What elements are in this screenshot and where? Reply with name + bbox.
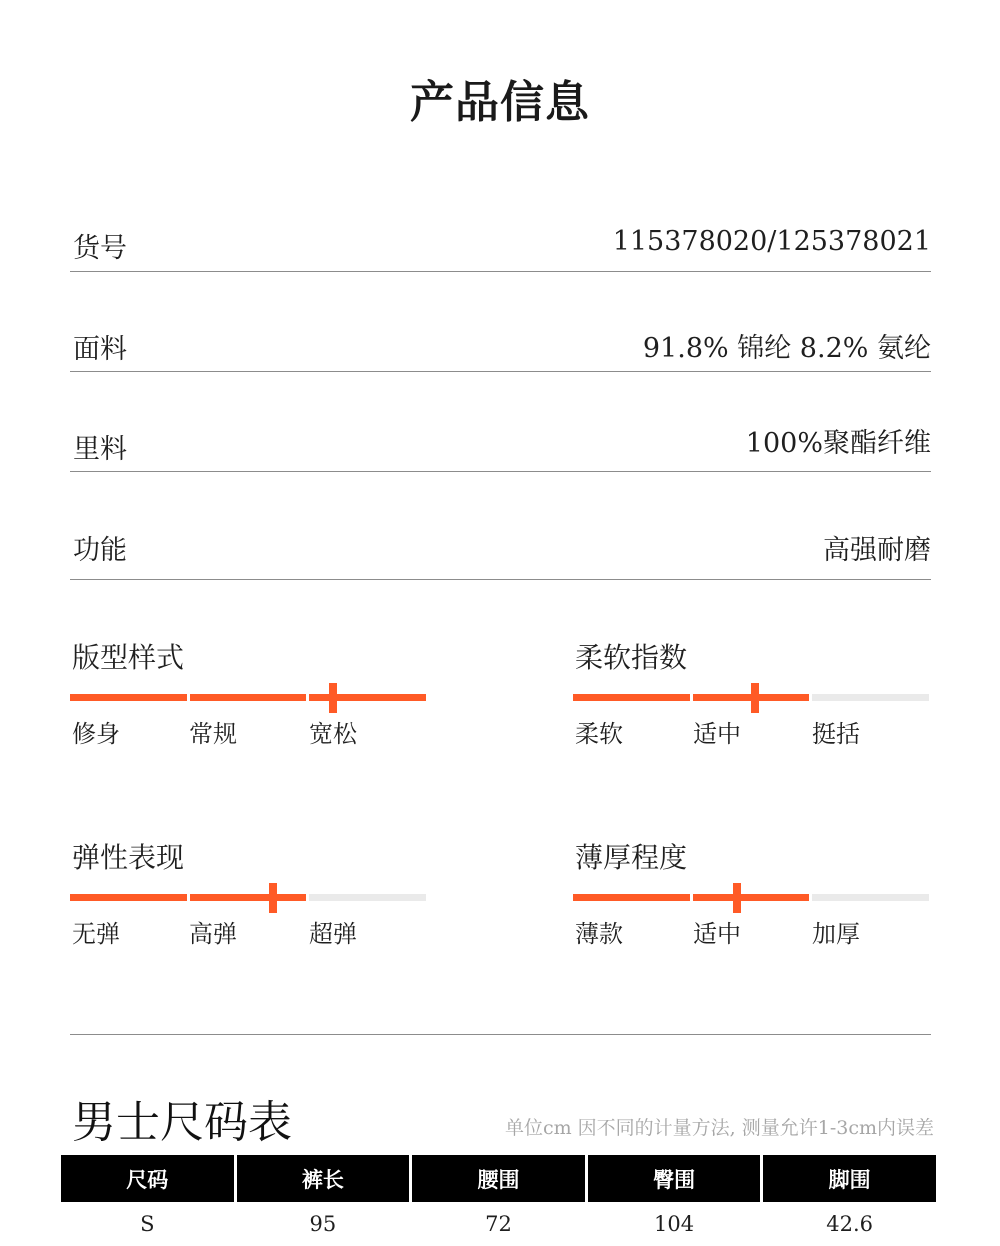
scale-segment (190, 694, 306, 701)
scale-label: 超弹 (309, 920, 357, 948)
info-label: 里料 (73, 434, 127, 465)
scale-title: 版型样式 (72, 641, 185, 674)
table-cell: S (140, 1212, 155, 1236)
scale-label: 挺括 (812, 720, 860, 748)
scale-label: 适中 (693, 920, 741, 948)
table-header-cell: 腰围 (412, 1155, 585, 1202)
scale-segment (812, 894, 929, 901)
table-row (61, 1202, 936, 1246)
scale-marker (751, 683, 759, 713)
info-label: 功能 (73, 535, 127, 566)
table-cell: 72 (485, 1212, 512, 1236)
size-table (61, 1155, 936, 1246)
table-header-cell: 臀围 (588, 1155, 761, 1202)
scale-segment (190, 894, 306, 901)
size-chart-title: 男士尺码表 (72, 1097, 292, 1148)
scale-label: 宽松 (309, 720, 357, 748)
scale-label: 无弹 (72, 920, 120, 948)
info-value: 91.8% 锦纶 8.2% 氨纶 (642, 333, 931, 364)
table-header-row (61, 1155, 936, 1202)
scale-label: 修身 (72, 720, 120, 748)
info-row-lining (70, 421, 931, 472)
scale-segment (693, 894, 809, 901)
scale-label: 柔软 (575, 720, 623, 748)
info-label: 货号 (73, 233, 127, 264)
info-value: 100%聚酯纤维 (745, 428, 931, 459)
scale-segment (309, 894, 426, 901)
table-header-cell: 裤长 (237, 1155, 410, 1202)
table-cell: 95 (309, 1212, 337, 1236)
scale-segment (309, 694, 426, 701)
scale-label: 常规 (189, 720, 237, 748)
scale-label: 高弹 (189, 920, 237, 948)
scale-segment (812, 694, 929, 701)
table-cell: 42.6 (826, 1212, 874, 1236)
table-header-cell: 尺码 (61, 1155, 234, 1202)
table-cell: 104 (654, 1212, 695, 1236)
scale-marker (269, 883, 277, 913)
scale-marker (733, 883, 741, 913)
scale-marker (329, 683, 337, 713)
page-title: 产品信息 (410, 77, 590, 128)
info-row-function (70, 528, 931, 580)
table-header-cell: 脚围 (763, 1155, 936, 1202)
info-value: 115378020/125378021 (612, 226, 931, 257)
info-label: 面料 (73, 334, 127, 365)
scale-label: 加厚 (812, 920, 860, 948)
info-value: 高强耐磨 (823, 535, 931, 566)
scale-title: 薄厚程度 (575, 841, 688, 874)
size-chart-note: 单位cm 因不同的计量方法, 测量允许1-3cm内误差 (504, 1117, 934, 1139)
scale-title: 弹性表现 (72, 841, 185, 874)
scale-label: 薄款 (575, 920, 623, 948)
scale-segment (70, 894, 187, 901)
scale-segment (573, 694, 690, 701)
section-divider (70, 1034, 931, 1035)
scale-title: 柔软指数 (575, 641, 688, 674)
scale-segment (70, 694, 187, 701)
info-row-fabric (70, 326, 931, 372)
scale-segment (573, 894, 690, 901)
info-row-item-number (70, 226, 931, 272)
scale-label: 适中 (693, 720, 741, 748)
